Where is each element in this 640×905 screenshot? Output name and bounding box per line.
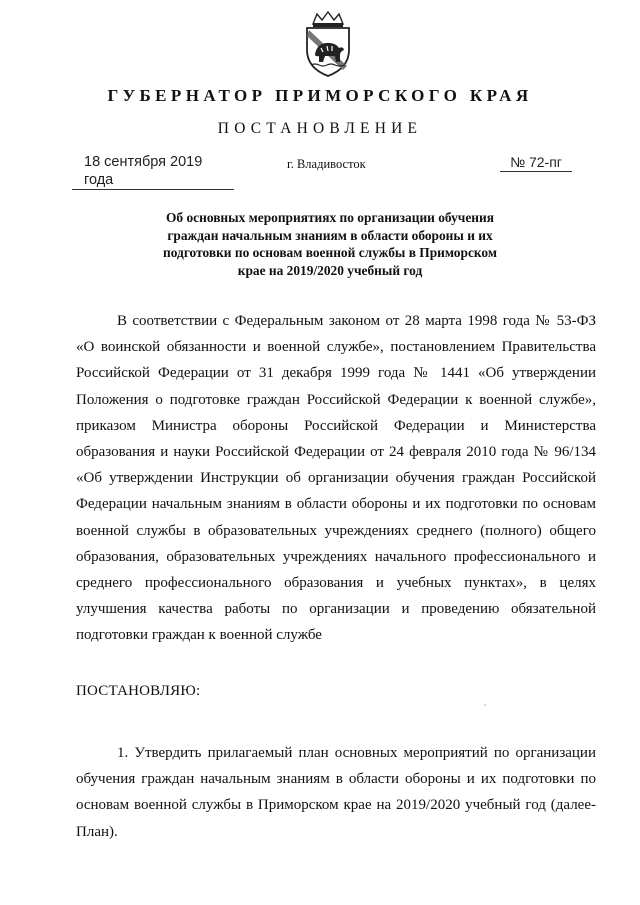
paragraph-line: План). xyxy=(76,823,118,840)
decree-heading: ПОСТАНОВЛЯЮ: xyxy=(76,683,201,699)
paragraph-line: В соответствии с Федеральным законом от 28 марта 1998 года № 53-ФЗ xyxy=(117,313,596,329)
paragraph-line: военной службы в образовательных учреждениях среднего (полного) общего xyxy=(76,522,596,539)
coat-of-arms-icon xyxy=(295,10,361,78)
paragraph-line: приказом Министра обороны Российской Федерации и Министерства xyxy=(76,417,596,434)
document-number: № 72-пг xyxy=(500,153,572,172)
title-line: Об основных мероприятиях по организации обучения xyxy=(166,210,494,225)
paragraph-line: Положения о подготовке граждан Российской Федерации к военной службе», xyxy=(76,391,596,408)
title-line: подготовки по основам военной службы в Приморском xyxy=(163,245,497,260)
paragraph-line: улучшения качества работы по организации и проведению обязательной xyxy=(76,601,596,618)
title-line: граждан начальным знаниям в области обороны и их xyxy=(167,227,493,243)
paragraph-line: Российской Федерации от 31 декабря 1999 года № 1441 «Об утверждении xyxy=(76,365,596,382)
paragraph-line: Федерации начальным знаниям в области обороны и их подготовки по основам xyxy=(76,496,596,513)
paragraph-line: образования и науки Российской Федерации от 24 февраля 2010 года № 96/134 xyxy=(76,444,596,461)
paragraph-line: образования, образовательных учреждениях начального профессионального и xyxy=(76,548,596,565)
paragraph-line: «Об утверждении Инструкции об организации обучения граждан Российской xyxy=(76,470,596,487)
document-title xyxy=(110,209,550,279)
paragraph-line: подготовки граждан к военной службе xyxy=(76,627,322,644)
paragraph-line: 1. Утвердить прилагаемый план основных мероприятий по организации xyxy=(117,745,596,761)
title-line: крае на 2019/2020 учебный год xyxy=(237,262,423,278)
scan-speck xyxy=(484,704,486,706)
paragraph-line: основам военной службы в Приморском крае на 2019/2020 учебный год (далее- xyxy=(76,797,596,814)
resolution-item-1 xyxy=(76,740,596,845)
issuing-authority: ГУБЕРНАТОР ПРИМОРСКОГО КРАЯ xyxy=(107,86,533,105)
document-date: 18 сентября 2019 года xyxy=(72,153,234,190)
document-type: ПОСТАНОВЛЕНИЕ xyxy=(217,120,423,137)
document-city: г. Владивосток xyxy=(287,157,366,171)
preamble-paragraph xyxy=(76,308,596,649)
paragraph-line: обучения граждан начальным знаниям в области обороны и их подготовки по xyxy=(76,771,596,788)
paragraph-line: среднего профессионального образования и учебных пунктах», в целях xyxy=(76,575,596,592)
paragraph-line: «О воинской обязанности и военной службе», постановлением Правительства xyxy=(76,339,596,356)
